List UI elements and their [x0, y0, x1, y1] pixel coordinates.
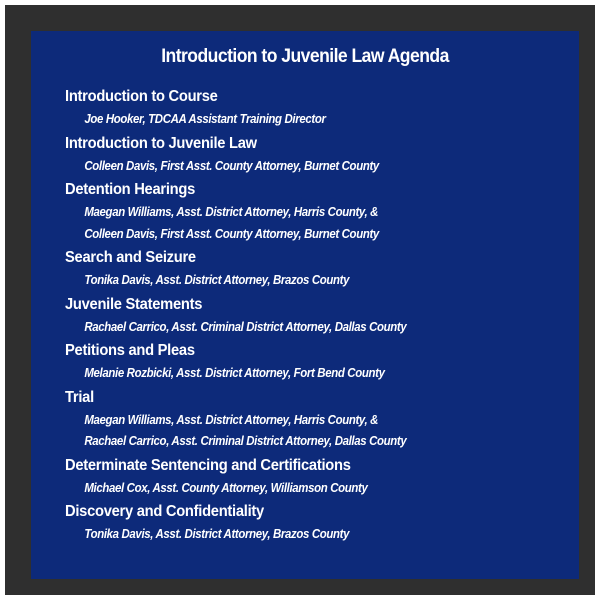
session-title: Introduction to Course — [65, 88, 218, 105]
speaker-line: Tonika Davis, Asst. District Attorney, Brazos County — [84, 272, 350, 287]
session-title: Juvenile Statements — [65, 295, 203, 313]
speaker-block — [65, 523, 565, 547]
speaker-block — [65, 409, 565, 454]
agenda-session — [65, 454, 565, 501]
session-title: Petitions and Pleas — [65, 342, 195, 359]
agenda-session — [65, 339, 565, 386]
session-list — [65, 85, 565, 547]
speaker-block — [65, 269, 565, 293]
speaker-block — [65, 362, 565, 386]
speaker-block — [65, 201, 565, 246]
speaker-line: Rachael Carrico, Asst. Criminal District Attorney, Dallas County — [84, 318, 407, 334]
speaker-line: Rachael Carrico, Asst. Criminal District Attorney, Dallas County — [84, 433, 407, 448]
agenda-session — [65, 500, 565, 547]
speaker-line: Colleen Davis, First Asst. County Attorney, Burnet County — [84, 225, 379, 241]
dark-frame — [5, 5, 595, 595]
speaker-line: Colleen Davis, First Asst. County Attorney, Burnet County — [84, 157, 379, 173]
agenda-panel — [31, 31, 579, 579]
agenda-session — [65, 246, 565, 293]
agenda-session — [65, 386, 565, 454]
speaker-block — [65, 155, 565, 179]
speaker-line: Michael Cox, Asst. County Attorney, Williamson County — [84, 479, 368, 495]
agenda-session — [65, 85, 565, 132]
speaker-line: Melanie Rozbicki, Asst. District Attorney, Fort Bend County — [84, 365, 385, 380]
agenda-title: Introduction to Juvenile Law Agenda — [161, 45, 449, 67]
session-title: Trial — [65, 388, 94, 406]
speaker-line: Maegan Williams, Asst. District Attorney, Harris County, & — [84, 411, 379, 427]
speaker-line: Joe Hooker, TDCAA Assistant Training Director — [84, 111, 326, 126]
speaker-line: Maegan Williams, Asst. District Attorney, Harris County, & — [84, 204, 379, 219]
session-title: Determinate Sentencing and Certifications — [65, 456, 351, 474]
session-title: Search and Seizure — [65, 249, 196, 266]
agenda-session — [65, 293, 565, 340]
speaker-line: Tonika Davis, Asst. District Attorney, Brazos County — [84, 526, 350, 541]
session-title: Introduction to Juvenile Law — [65, 134, 257, 152]
session-title: Discovery and Confidentiality — [65, 503, 264, 520]
session-title: Detention Hearings — [65, 181, 195, 198]
agenda-session — [65, 132, 565, 179]
agenda-session — [65, 178, 565, 246]
speaker-block — [65, 316, 565, 340]
speaker-block — [65, 108, 565, 132]
speaker-block — [65, 477, 565, 501]
